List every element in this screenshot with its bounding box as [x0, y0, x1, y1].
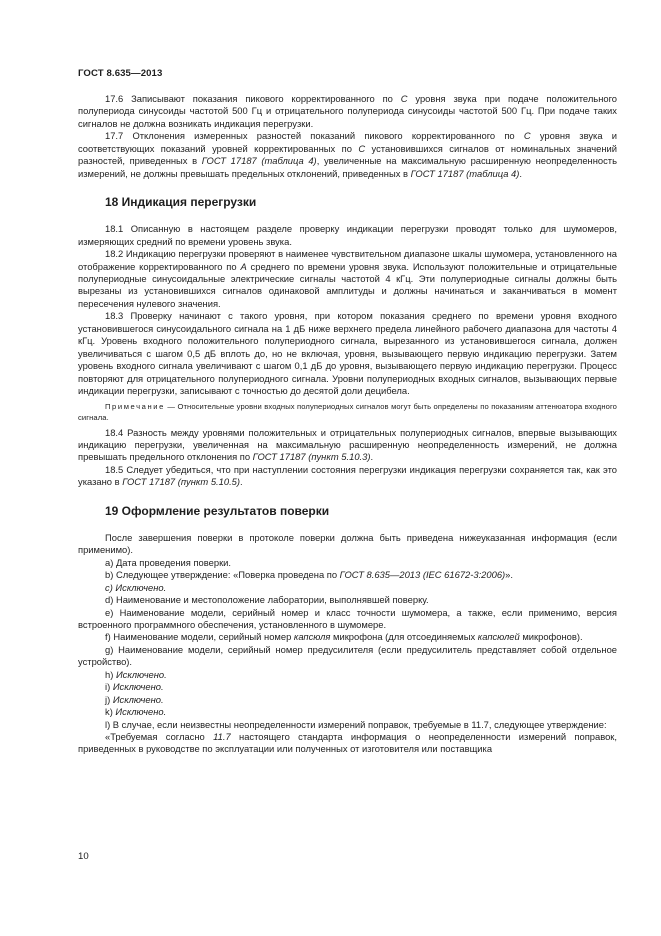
list-item-l: l) В случае, если неизвестны неопределенности измерений поправок, требуемые в 11.7, следующее утверждение: [105, 718, 607, 730]
note-label: Примечание [105, 401, 165, 411]
paragraph-18-3: 18.3 Проверку начинают с такого уровня, при котором показания среднего по времени уровня входного установившегося синусоидального сигнала на 1 дБ ниже верхнего предела линейного рабочего диапазона для частоты 4 кГц. Уровень входного положительного полупериодного сигнала, вырезанного из установившегося сигнала, должен увеличиваться с шагом 0,5 дБ вплоть до, но не включая, уровня, вызывающего первую индикацию перегрузки. Затем уровень входного сигнала увеличивают с шагом 0,1 дБ до уровня, вызывающего первую индикацию перегрузки. Процесс повторяют для отрицательного полупериодного сигнала. Уровни полупериодных входных сигналов, вызывающих первые индикации перегрузки, записывают с точностью до десятой доли децибела. [78, 310, 617, 397]
list-item-e: e) Наименование модели, серийный номер и класс точности шумомера, а также, если применимо, версия встроенного программного обеспечения, установленного в шумомере. [78, 606, 617, 630]
paragraph-17-7: 17.7 Отклонения измеренных разностей показаний пикового корректированного по C уровня звука и соответствующих показаний уровней корректированных по C установившихся сигналов от номинальных значений разностей, приведенных в ГОСТ 17187 (таблица 4), увеличенные на максимальную расширенную неопределенность измерений, не должны превышать предельных отклонений, приведенных в ГОСТ 17187 (таблица 4). [78, 130, 618, 179]
list-item-b: b) Следующее утверждение: «Поверка проведена по ГОСТ 8.635—2013 (IEC 61672-3:2006)». [105, 569, 513, 581]
list-item-g: g) Наименование модели, серийный номер предусилителя (если предусилитель представляет собой отдельное устройство). [78, 643, 617, 668]
list-item-c: c) Исключено. [105, 581, 167, 593]
page-number: 10 [78, 851, 89, 862]
list-item-a: a) Дата проведения поверки. [105, 556, 232, 568]
list-item-k: k) Исключено. [105, 706, 167, 718]
section-18-heading: 18 Индикация перегрузки [105, 195, 257, 210]
note: Примечание — Относительные уровни входных полупериодных сигналов могут быть определены по показаниям аттенюатора входного сигнала. [78, 401, 617, 423]
quoted-statement: «Требуемая согласно 11.7 настоящего стандарта информация о неопределенности измерений поправок, приведенных в руководстве по эксплуатации или полученных от изготовителя или поставщика [78, 731, 617, 755]
paragraph-17-6: 17.6 Записывают показания пикового корректированного по C уровня звука при подаче положительного полупериода синусоиды частотой 500 Гц и отрицательного полупериода синусоиды частотой 500 Гц. При подаче таких сигналов не должна возникать индикация перегрузки. [78, 93, 618, 129]
list-item-d: d) Наименование и местоположение лаборатории, выполнявшей поверку. [105, 594, 429, 606]
paragraph-19-intro: После завершения поверки в протоколе поверки должна быть приведена нижеуказанная информация (если применимо). [78, 531, 617, 556]
paragraph-18-1: 18.1 Описанную в настоящем разделе проверку индикации перегрузки проводят только для шумомеров, измеряющих средний по времени уровень звука. [78, 223, 617, 247]
list-item-f: f) Наименование модели, серийный номер капсюля микрофона (для отсоединяемых капсюлей микрофонов). [105, 631, 583, 643]
list-item-h: h) Исключено. [105, 668, 167, 680]
paragraph-18-4: 18.4 Разность между уровнями положительных и отрицательных полупериодных сигналов, впервые вызывающих индикацию перегрузки, увеличенная на максимальную расширенную неопределенность измерений, не должна превышать предельного отклонения по ГОСТ 17187 (пункт 5.10.3). [78, 426, 617, 463]
section-19-heading: 19 Оформление результатов поверки [105, 503, 330, 518]
list-item-i: i) Исключено. [105, 681, 164, 693]
list-item-j: j) Исключено. [105, 693, 164, 705]
paragraph-18-2: 18.2 Индикацию перегрузки проверяют в наименее чувствительном диапазоне шкалы шумомера, установленного на отображение корректированного по A среднего по времени уровня звука. Используют положительные и отрицательные полупериодные синусоидальные электрические сигналы частотой 4 кГц. Эти полупериодные сигналы должны быть вырезаны из установившихся сигналов одинаковой амплитуды и должны начинаться и заканчиваться в момент пересечения нулевого значения. [78, 248, 617, 309]
document-header: ГОСТ 8.635—2013 [78, 68, 163, 79]
page-content [78, 93, 617, 756]
paragraph-18-5: 18.5 Следует убедиться, что при наступлении состояния перегрузки индикация перегрузки сохраняется так, как это указано в ГОСТ 17187 (пункт 5.10.5). [78, 463, 617, 488]
